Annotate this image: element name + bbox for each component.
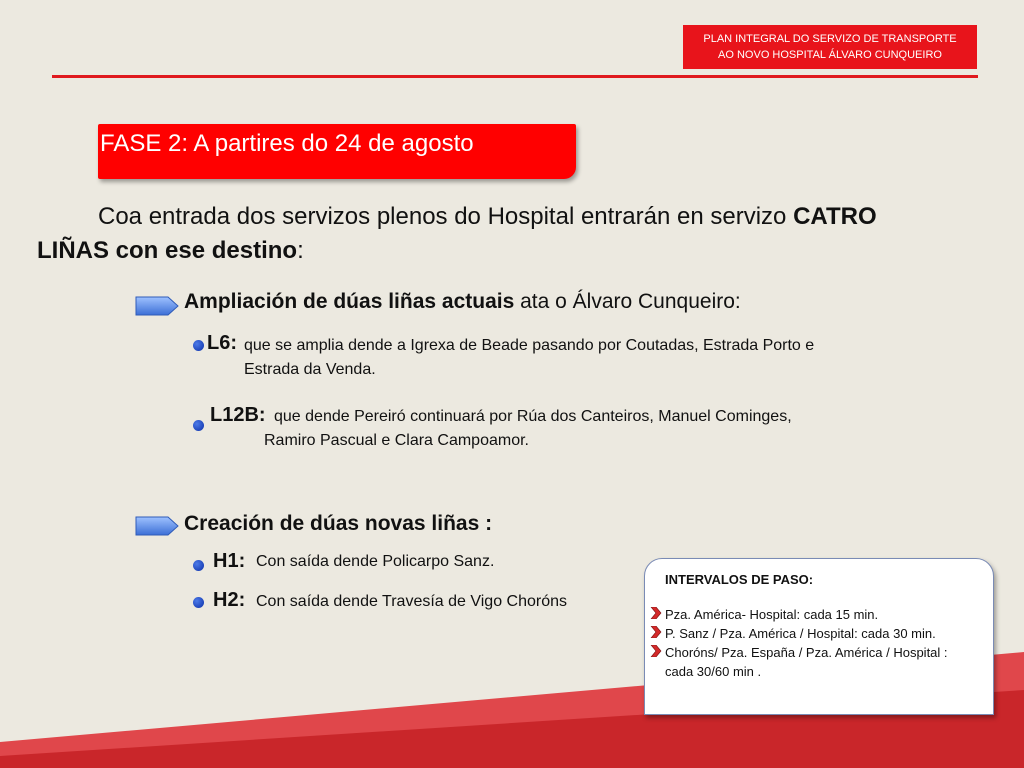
line-code-h1: H1: [213,550,246,572]
presentation-header-box [683,25,977,69]
intro-bold-2: LIÑAS con ese destino [37,237,298,264]
section-1-heading-rest: ata o Álvaro Cunqueiro: [514,290,741,313]
line-desc-l6: que se amplia dende a Igrexa de Beade pasando por Coutadas, Estrada Porto e [244,337,815,354]
line-desc-l12b-cont: Ramiro Pascual e Clara Campoamor. [264,432,529,449]
chevron-right-icon [650,607,662,619]
bullet-dot-icon [193,560,204,571]
intro-tail: : [297,237,304,264]
line-desc-l6-cont: Estrada da Venda. [244,361,376,378]
bullet-dot-icon [193,597,204,608]
chevron-right-icon [650,626,662,638]
section-1-heading [184,290,741,314]
line-code-l12b: L12B: [210,404,266,426]
interval-item: Pza. América- Hospital: cada 15 min. [665,607,879,622]
header-line-2: AO NOVO HOSPITAL ÁLVARO CUNQUEIRO [718,49,942,61]
interval-item: Choróns/ Pza. España / Pza. América / Hospital : [665,645,948,660]
intro-bold-1: CATRO [793,203,877,230]
line-code-h2: H2: [213,589,246,611]
phase-title: FASE 2: A partires do 24 de agosto [100,130,474,157]
line-desc-h1: Con saída dende Policarpo Sanz. [256,553,495,570]
line-desc-l12b: que dende Pereiró continuará por Rúa dos Canteiros, Manuel Cominges, [274,408,792,425]
intro-line-1 [98,203,877,231]
interval-item-cont: cada 30/60 min . [665,664,762,679]
line-desc-h2: Con saída dende Travesía de Vigo Choróns [256,593,568,610]
arrow-bullet-icon [134,294,180,318]
section-1-heading-bold: Ampliación de dúas liñas actuais [184,290,515,313]
line-code-l6: L6: [207,332,237,354]
intro-text: Coa entrada dos servizos plenos do Hospital entrarán en servizo [98,203,794,230]
arrow-bullet-icon [134,514,180,538]
bullet-dot-icon [193,420,204,431]
header-divider [52,75,978,78]
section-2-heading: Creación de dúas novas liñas : [184,512,493,535]
bullet-dot-icon [193,340,204,351]
intervals-title: INTERVALOS DE PASO: [665,572,814,587]
chevron-right-icon [650,645,662,657]
intro-line-2 [37,237,304,265]
header-line-1: PLAN INTEGRAL DO SERVIZO DE TRANSPORTE [703,33,957,45]
interval-item: P. Sanz / Pza. América / Hospital: cada 30 min. [665,626,936,641]
